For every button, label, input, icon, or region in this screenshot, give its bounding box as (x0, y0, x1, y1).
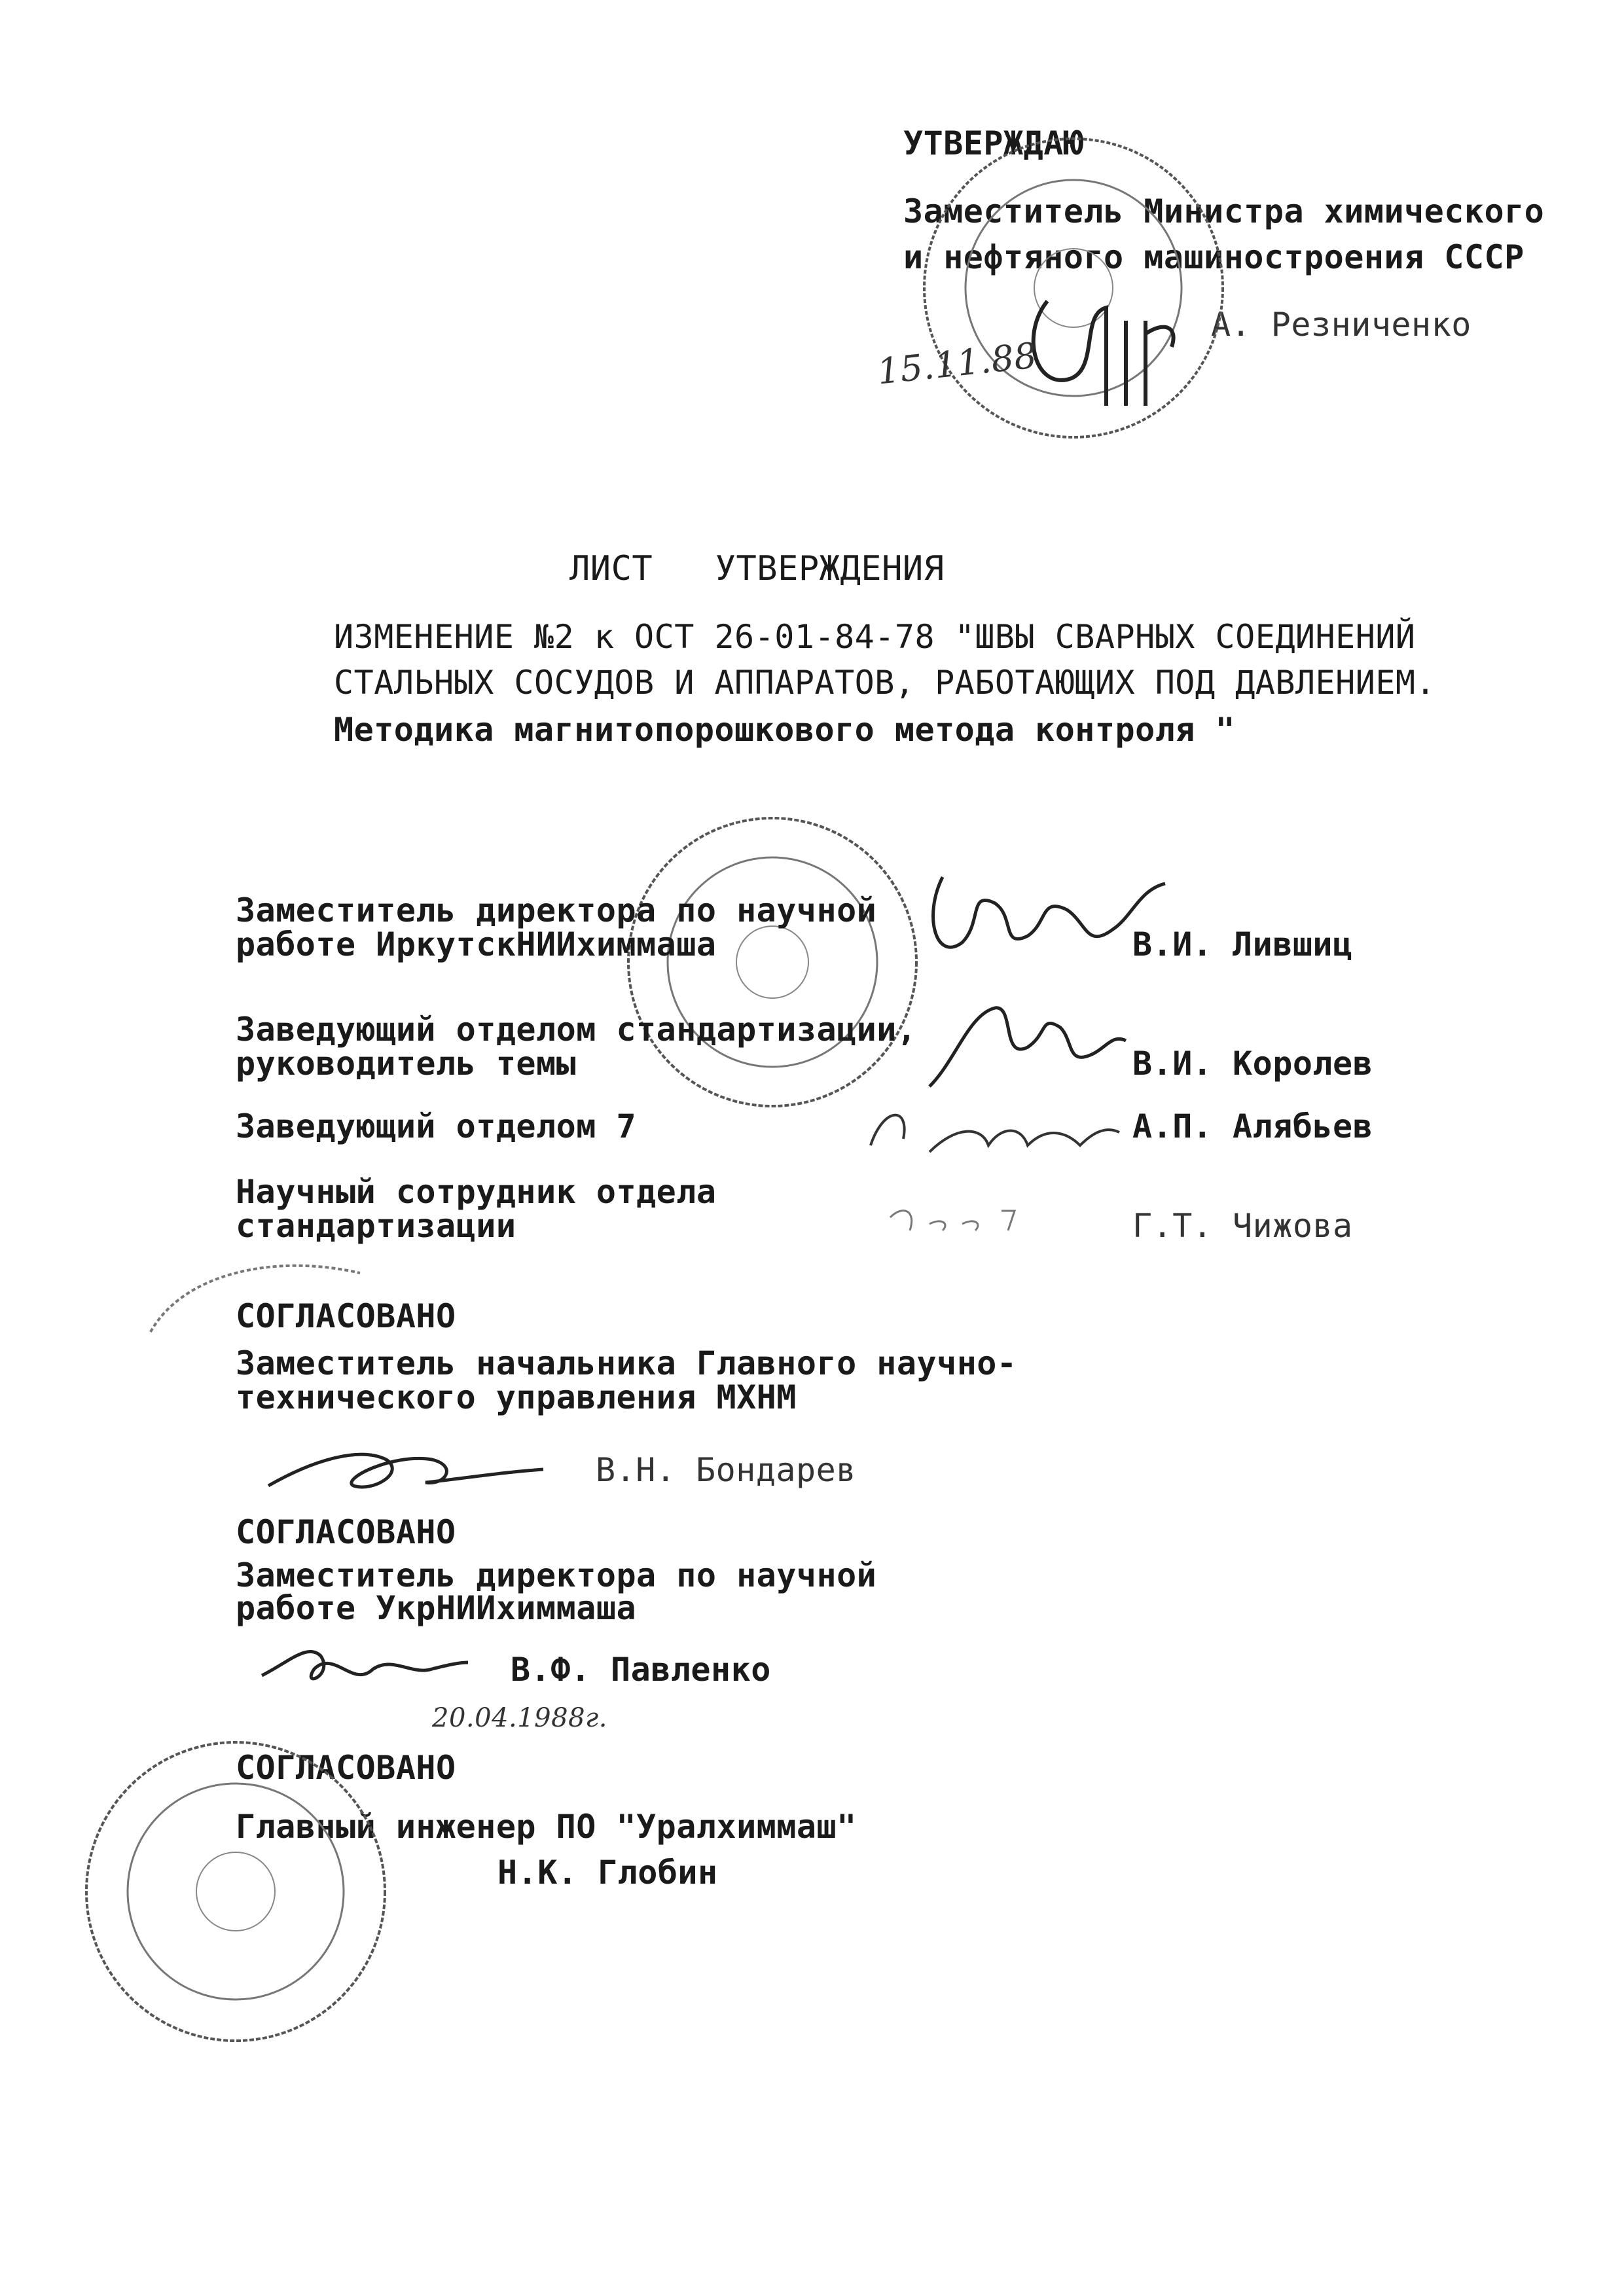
signatory-4-position-line2: стандартизации (236, 1207, 516, 1245)
agreement-2-position-line1: Заместитель директора по научной (236, 1556, 877, 1594)
signatory-3-signature (851, 1086, 1126, 1172)
approval-heading: УТВЕРЖДАЮ (903, 124, 1084, 162)
agreement-1-signature (262, 1433, 550, 1505)
agreement-2-heading: СОГЛАСОВАНО (236, 1513, 456, 1551)
signatory-1-name: В.И. Лившиц (1132, 925, 1353, 963)
agreement-1-heading: СОГЛАСОВАНО (236, 1297, 456, 1335)
title-line2: СТАЛЬНЫХ СОСУДОВ И АППАРАТОВ, РАБОТАЮЩИХ ПОД ДАВЛЕНИЕМ. (334, 664, 1436, 702)
signatory-4-name: Г.Т. Чижова (1132, 1207, 1353, 1245)
signatory-2-name: В.И. Королев (1132, 1045, 1373, 1083)
agreement-1-position-line2: технического управления МХНМ (236, 1378, 797, 1416)
sheet-title: ЛИСТ УТВЕРЖДЕНИЯ (569, 549, 945, 588)
agreement-2-date: 20.04.1988г. (432, 1703, 607, 1733)
signatory-2-position-line1: Заведующий отделом стандартизации, (236, 1011, 917, 1049)
signatory-1-position-line1: Заместитель директора по научной (236, 891, 877, 929)
signatory-4-position-line1: Научный сотрудник отдела (236, 1173, 717, 1211)
agreement-2-signature (249, 1630, 471, 1708)
signatory-1-signature (916, 864, 1191, 975)
signatory-2-position-line2: руководитель темы (236, 1045, 577, 1083)
approval-signatory: А. Резниченко (1211, 306, 1471, 344)
agreement-2-name: В.Ф. Павленко (511, 1651, 771, 1689)
agreement-3-name: Н.К. Глобин (497, 1854, 718, 1892)
agreement-3-position-line1: Главный инженер ПО "Уралхиммаш" (236, 1808, 857, 1846)
signatory-4-signature (877, 1191, 1034, 1257)
approval-date: 15.11.88 (875, 334, 1039, 393)
signatory-1-position-line2: работе ИркутскНИИхиммаша (236, 925, 717, 963)
signatory-3-position-line1: Заведующий отделом 7 (236, 1107, 637, 1145)
title-line3: Методика магнитопорошкового метода контроля " (334, 711, 1236, 749)
approval-position-line1: Заместитель Министра химического (903, 192, 1545, 230)
agreement-1-name: В.Н. Бондарев (596, 1451, 856, 1489)
uralkhimmash-stamp (79, 1734, 393, 2049)
agreement-3-heading: СОГЛАСОВАНО (236, 1749, 456, 1787)
title-line1: ИЗМЕНЕНИЕ №2 к ОСТ 26-01-84-78 "ШВЫ СВАРНЫХ СОЕДИНЕНИЙ (334, 618, 1416, 656)
signatory-3-name: А.П. Алябьев (1132, 1107, 1373, 1145)
approval-position-line2: и нефтяного машиностроения СССР (903, 238, 1525, 276)
signatory-2-signature (916, 988, 1132, 1100)
agreement-1-position-line1: Заместитель начальника Главного научно- (236, 1344, 1017, 1382)
agreement-2-position-line2: работе УкрНИИхиммаша (236, 1589, 637, 1627)
